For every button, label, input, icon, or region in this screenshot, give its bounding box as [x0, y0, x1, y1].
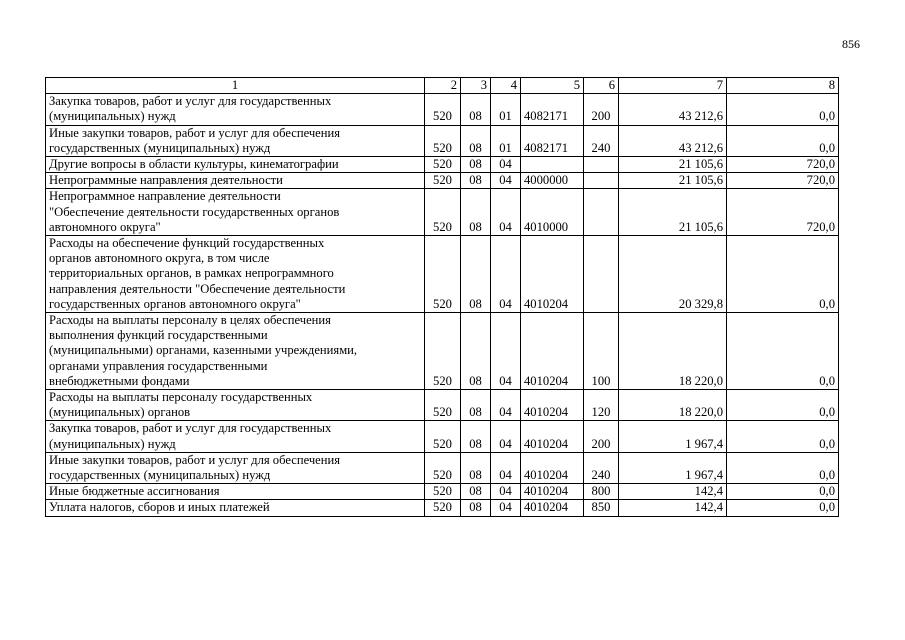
cell-amount-secondary: 0,0 [727, 452, 839, 483]
cell-admin-code: 520 [425, 421, 461, 452]
cell-item-name [46, 236, 425, 313]
item-name-line: Закупка товаров, работ и услуг для государственных [49, 94, 332, 109]
cell-subsection: 04 [491, 173, 521, 189]
cell-item-name [46, 157, 425, 173]
item-name-line: государственных (муниципальных) нужд [49, 140, 271, 155]
cell-expense-type [584, 157, 619, 173]
item-name-line: (муниципальных) органов [49, 405, 191, 420]
cell-subsection: 01 [491, 94, 521, 125]
cell-section: 08 [461, 125, 491, 156]
cell-item-name [46, 452, 425, 483]
cell-amount: 21 105,6 [619, 173, 727, 189]
cell-amount: 142,4 [619, 500, 727, 516]
cell-amount-secondary: 720,0 [727, 189, 839, 236]
cell-admin-code: 520 [425, 94, 461, 125]
cell-item-name [46, 484, 425, 500]
item-name-line: Расходы на выплаты персоналу в целях обеспечения [49, 313, 331, 328]
item-name-line: внебюджетными фондами [49, 373, 190, 388]
cell-amount: 1 967,4 [619, 421, 727, 452]
cell-section: 08 [461, 189, 491, 236]
header-col-8: 8 [727, 78, 839, 94]
table-row [46, 236, 839, 313]
cell-target-item: 4082171 [521, 125, 584, 156]
cell-expense-type: 240 [584, 452, 619, 483]
item-name-line: "Обеспечение деятельности государственных органов [49, 204, 340, 219]
cell-item-name [46, 94, 425, 125]
cell-subsection: 04 [491, 452, 521, 483]
budget-table [45, 77, 839, 517]
item-name-line: выполнения функций государственными [49, 328, 268, 343]
table-row [46, 421, 839, 452]
cell-target-item [521, 157, 584, 173]
cell-admin-code: 520 [425, 236, 461, 313]
header-col-3: 3 [461, 78, 491, 94]
cell-item-name [46, 189, 425, 236]
item-name-line: направления деятельности "Обеспечение деятельности [49, 281, 346, 296]
item-name-line: Расходы на выплаты персоналу государственных [49, 390, 313, 405]
table-row [46, 500, 839, 516]
cell-admin-code: 520 [425, 173, 461, 189]
cell-target-item: 4010204 [521, 390, 584, 421]
cell-expense-type [584, 236, 619, 313]
cell-section: 08 [461, 500, 491, 516]
item-name-line: (муниципальных) нужд [49, 436, 176, 451]
cell-subsection: 04 [491, 313, 521, 390]
header-col-2: 2 [425, 78, 461, 94]
cell-amount-secondary: 720,0 [727, 173, 839, 189]
item-name-line: Непрограммные направления деятельности [49, 173, 283, 188]
cell-admin-code: 520 [425, 189, 461, 236]
cell-amount-secondary: 0,0 [727, 390, 839, 421]
header-col-5: 5 [521, 78, 584, 94]
cell-section: 08 [461, 313, 491, 390]
table-row [46, 390, 839, 421]
cell-subsection: 04 [491, 500, 521, 516]
table-row [46, 94, 839, 125]
item-name-line: органов автономного округа, в том числе [49, 251, 270, 266]
item-name-line: Другие вопросы в области культуры, кинематографии [49, 157, 339, 172]
cell-expense-type: 240 [584, 125, 619, 156]
cell-item-name [46, 173, 425, 189]
cell-amount-secondary: 0,0 [727, 421, 839, 452]
cell-target-item: 4010204 [521, 484, 584, 500]
cell-target-item: 4010204 [521, 500, 584, 516]
cell-subsection: 04 [491, 421, 521, 452]
item-name-line: (муниципальными) органами, казенными учреждениями, [49, 343, 358, 358]
cell-item-name [46, 390, 425, 421]
cell-amount-secondary: 0,0 [727, 125, 839, 156]
cell-subsection: 04 [491, 484, 521, 500]
cell-expense-type: 200 [584, 94, 619, 125]
cell-section: 08 [461, 157, 491, 173]
cell-item-name [46, 313, 425, 390]
cell-amount-secondary: 0,0 [727, 94, 839, 125]
cell-amount-secondary: 0,0 [727, 313, 839, 390]
item-name-line: Уплата налогов, сборов и иных платежей [49, 500, 270, 515]
cell-expense-type: 200 [584, 421, 619, 452]
cell-section: 08 [461, 421, 491, 452]
cell-subsection: 04 [491, 236, 521, 313]
cell-admin-code: 520 [425, 125, 461, 156]
cell-expense-type: 100 [584, 313, 619, 390]
item-name-line: (муниципальных) нужд [49, 109, 176, 124]
cell-admin-code: 520 [425, 500, 461, 516]
cell-expense-type: 120 [584, 390, 619, 421]
table-row [46, 484, 839, 500]
cell-amount: 20 329,8 [619, 236, 727, 313]
cell-admin-code: 520 [425, 484, 461, 500]
item-name-line: государственных органов автономного округа" [49, 296, 301, 311]
header-col-6: 6 [584, 78, 619, 94]
cell-section: 08 [461, 94, 491, 125]
item-name-line: органами управления государственными [49, 358, 268, 373]
header-col-4: 4 [491, 78, 521, 94]
cell-admin-code: 520 [425, 390, 461, 421]
cell-amount: 21 105,6 [619, 189, 727, 236]
cell-subsection: 04 [491, 390, 521, 421]
item-name-line: Иные закупки товаров, работ и услуг для обеспечения [49, 125, 341, 140]
header-col-7: 7 [619, 78, 727, 94]
cell-admin-code: 520 [425, 157, 461, 173]
cell-admin-code: 520 [425, 452, 461, 483]
cell-amount: 18 220,0 [619, 390, 727, 421]
cell-amount: 142,4 [619, 484, 727, 500]
cell-admin-code: 520 [425, 313, 461, 390]
item-name-line: Закупка товаров, работ и услуг для государственных [49, 421, 332, 436]
cell-target-item: 4082171 [521, 94, 584, 125]
cell-amount: 21 105,6 [619, 157, 727, 173]
cell-amount-secondary: 720,0 [727, 157, 839, 173]
page-number: 856 [842, 37, 860, 51]
cell-subsection: 04 [491, 189, 521, 236]
cell-expense-type: 800 [584, 484, 619, 500]
table-row [46, 173, 839, 189]
table-row [46, 452, 839, 483]
item-name-line: автономного округа" [49, 219, 161, 234]
cell-amount: 1 967,4 [619, 452, 727, 483]
table-row [46, 157, 839, 173]
cell-section: 08 [461, 452, 491, 483]
cell-amount-secondary: 0,0 [727, 500, 839, 516]
table-row [46, 189, 839, 236]
cell-item-name [46, 421, 425, 452]
table-row [46, 125, 839, 156]
item-name-line: государственных (муниципальных) нужд [49, 468, 271, 483]
cell-target-item: 4010204 [521, 236, 584, 313]
cell-subsection: 01 [491, 125, 521, 156]
cell-expense-type [584, 189, 619, 236]
cell-amount-secondary: 0,0 [727, 236, 839, 313]
item-name-line: территориальных органов, в рамках непрограммного [49, 266, 334, 281]
table-header-row [46, 78, 839, 94]
cell-expense-type: 850 [584, 500, 619, 516]
cell-item-name [46, 125, 425, 156]
cell-section: 08 [461, 173, 491, 189]
cell-target-item: 4010204 [521, 452, 584, 483]
table-row [46, 313, 839, 390]
cell-section: 08 [461, 484, 491, 500]
cell-section: 08 [461, 390, 491, 421]
cell-amount: 43 212,6 [619, 125, 727, 156]
cell-amount-secondary: 0,0 [727, 484, 839, 500]
cell-item-name [46, 500, 425, 516]
item-name-line: Иные бюджетные ассигнования [49, 484, 220, 499]
item-name-line: Расходы на обеспечение функций государственных [49, 236, 325, 251]
item-name-line: Иные закупки товаров, работ и услуг для обеспечения [49, 452, 341, 467]
cell-expense-type [584, 173, 619, 189]
cell-target-item: 4010204 [521, 421, 584, 452]
cell-amount: 18 220,0 [619, 313, 727, 390]
header-col-1: 1 [46, 78, 425, 94]
cell-target-item: 4010000 [521, 189, 584, 236]
cell-subsection: 04 [491, 157, 521, 173]
cell-amount: 43 212,6 [619, 94, 727, 125]
cell-target-item: 4000000 [521, 173, 584, 189]
item-name-line: Непрограммное направление деятельности [49, 189, 281, 204]
cell-section: 08 [461, 236, 491, 313]
cell-target-item: 4010204 [521, 313, 584, 390]
